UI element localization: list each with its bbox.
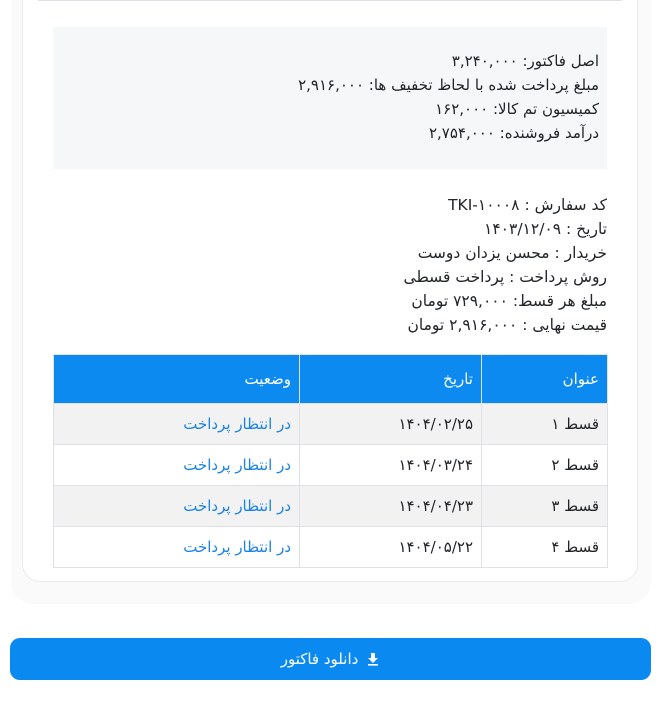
installment-status-link[interactable]: در انتظار پرداخت (54, 404, 300, 445)
header-status: وضعیت (54, 355, 300, 404)
installment-title: قسط ۲ (482, 445, 608, 486)
table-row (54, 527, 608, 568)
table-row (54, 486, 608, 527)
installment-status-link[interactable]: در انتظار پرداخت (54, 445, 300, 486)
header-title: عنوان (482, 355, 608, 404)
installment-status-link[interactable]: در انتظار پرداخت (54, 527, 300, 568)
installment-date: ۱۴۰۴/۰۲/۲۵ (300, 404, 482, 445)
table-row (54, 404, 608, 445)
installments-table (53, 354, 608, 568)
summary-invoice-total: اصل فاکتور: ۳,۲۴۰,۰۰۰ (451, 52, 599, 70)
order-payment-method: روش پرداخت : پرداخت قسطی (403, 268, 607, 286)
order-buyer: خریدار : محسن یزدان دوست (417, 244, 607, 262)
table-row (54, 445, 608, 486)
order-details (53, 193, 607, 337)
summary-paid-amount: مبلغ پرداخت شده با لحاظ تخفیف ها: ۲,۹۱۶,۰۰۰ (298, 76, 599, 94)
installment-date: ۱۴۰۴/۰۳/۲۴ (300, 445, 482, 486)
order-date: تاریخ : ۱۴۰۳/۱۲/۰۹ (484, 220, 607, 238)
header-date: تاریخ (300, 355, 482, 404)
download-label: دانلود فاکتور (280, 650, 359, 668)
installment-date: ۱۴۰۴/۰۴/۲۳ (300, 486, 482, 527)
installment-title: قسط ۴ (482, 527, 608, 568)
order-installment-amount: مبلغ هر قسط: ۷۲۹,۰۰۰ تومان (411, 292, 607, 310)
financial-summary (53, 27, 607, 169)
download-icon (366, 652, 380, 666)
divider (38, 0, 622, 1)
installment-title: قسط ۱ (482, 404, 608, 445)
order-final-price: قیمت نهایی : ۲,۹۱۶,۰۰۰ تومان (407, 316, 607, 334)
installment-status-link[interactable]: در انتظار پرداخت (54, 486, 300, 527)
summary-seller-income: درآمد فروشنده: ۲,۷۵۴,۰۰۰ (428, 124, 599, 142)
installment-title: قسط ۳ (482, 486, 608, 527)
order-code: کد سفارش : TKI-۱۰۰۰۸ (448, 196, 607, 214)
installment-date: ۱۴۰۴/۰۵/۲۲ (300, 527, 482, 568)
summary-commission: کمیسیون تم کالا: ۱۶۲,۰۰۰ (435, 100, 599, 118)
table-header-row (54, 355, 608, 404)
download-invoice-button[interactable] (10, 638, 651, 680)
